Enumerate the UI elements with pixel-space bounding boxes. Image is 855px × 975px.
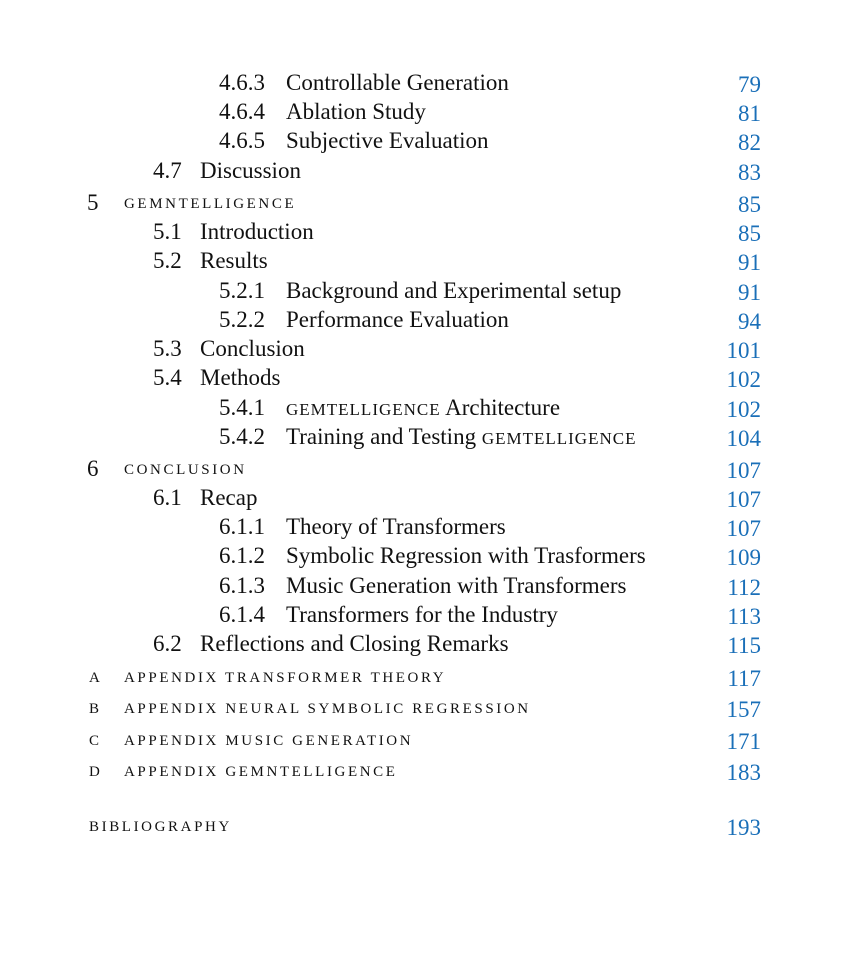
toc-entry-4-6-4[interactable]	[0, 99, 855, 127]
toc-appendix-b[interactable]	[0, 695, 855, 723]
toc-entry-title: Ablation Study	[286, 99, 426, 124]
toc-entry-title: Performance Evaluation	[286, 307, 509, 332]
toc-page-link[interactable]: 113	[727, 604, 761, 629]
toc-page-link[interactable]: 157	[726, 697, 761, 722]
toc-page-link[interactable]: 102	[726, 397, 761, 422]
toc-appendix-letter: C	[89, 733, 102, 749]
toc-entry-title: Background and Experimental setup	[286, 278, 622, 303]
toc-entry-title: Music Generation with Transformers	[286, 573, 627, 598]
toc-bibliography[interactable]	[0, 813, 855, 841]
toc-page-link[interactable]: 107	[726, 516, 761, 541]
toc-page-link[interactable]: 79	[738, 72, 761, 97]
toc-page-link[interactable]: 85	[738, 221, 761, 246]
toc-entry-6-1-2[interactable]	[0, 543, 855, 571]
toc-entry-number: 6.2	[153, 631, 182, 656]
toc-appendix-title: APPENDIX MUSIC GENERATION	[124, 733, 414, 749]
toc-page-link[interactable]: 91	[738, 280, 761, 305]
toc-entry-number: 4.7	[153, 158, 182, 183]
toc-entry-6-1[interactable]	[0, 485, 855, 513]
toc-entry-5-4[interactable]	[0, 365, 855, 393]
toc-entry-title-pre: Training and Testing	[286, 424, 482, 449]
toc-entry-title: Introduction	[200, 219, 314, 244]
toc-page-link[interactable]: 112	[727, 575, 761, 600]
toc-chapter-title: GEMNTELLIGENCE	[124, 196, 297, 212]
toc-page-link[interactable]: 115	[727, 633, 761, 658]
toc-entry-number: 4.6.5	[219, 128, 265, 153]
toc-entry-title: Results	[200, 248, 268, 273]
toc-entry-number: 4.6.4	[219, 99, 265, 124]
toc-entry-number: 6.1.2	[219, 543, 265, 568]
toc-page-link[interactable]: 171	[726, 729, 761, 754]
toc-chapter-number: 5	[87, 190, 99, 215]
toc-entry-number: 6.1.3	[219, 573, 265, 598]
toc-entry-number: 4.6.3	[219, 70, 265, 95]
toc-appendix-c[interactable]	[0, 727, 855, 755]
toc-entry-number: 5.2.1	[219, 278, 265, 303]
toc-page-link[interactable]: 91	[738, 250, 761, 275]
toc-entry-number: 6.1	[153, 485, 182, 510]
toc-chapter-number: 6	[87, 456, 99, 481]
toc-entry-number: 5.3	[153, 336, 182, 361]
toc-page-link[interactable]: 102	[726, 367, 761, 392]
toc-entry-4-6-3[interactable]	[0, 70, 855, 98]
toc-page-link[interactable]: 109	[726, 545, 761, 570]
toc-page-link[interactable]: 107	[726, 458, 761, 483]
toc-entry-number: 6.1.4	[219, 602, 265, 627]
toc-entry-4-7[interactable]	[0, 158, 855, 186]
toc-appendix-title: APPENDIX TRANSFORMER THEORY	[124, 670, 447, 686]
toc-entry-6-1-3[interactable]	[0, 573, 855, 601]
toc-page-link[interactable]: 107	[726, 487, 761, 512]
toc-chapter-title: CONCLUSION	[124, 462, 247, 478]
toc-entry-title: Theory of Transformers	[286, 514, 506, 539]
toc-entry-5-2[interactable]	[0, 248, 855, 276]
toc-page-link[interactable]: 193	[726, 815, 761, 840]
toc-appendix-letter: A	[89, 670, 102, 686]
toc-entry-title: Conclusion	[200, 336, 305, 361]
toc-entry-number: 5.4.2	[219, 424, 265, 449]
toc-page-link[interactable]: 117	[727, 666, 761, 691]
toc-appendix-d[interactable]	[0, 758, 855, 786]
toc-entry-title: Methods	[200, 365, 281, 390]
toc-appendix-title: APPENDIX NEURAL SYMBOLIC REGRESSION	[124, 701, 531, 717]
toc-entry-5-4-2[interactable]	[0, 424, 855, 452]
toc-entry-title: Symbolic Regression with Trasformers	[286, 543, 646, 568]
toc-page-link[interactable]: 83	[738, 160, 761, 185]
small-caps-name: GEMTELLIGENCE	[481, 429, 637, 448]
toc-page-link[interactable]: 104	[726, 426, 761, 451]
toc-entry-number: 6.1.1	[219, 514, 265, 539]
toc-bibliography-title: BIBLIOGRAPHY	[89, 819, 232, 835]
toc-appendix-title: APPENDIX GEMNTELLIGENCE	[124, 764, 398, 780]
toc-chapter-5[interactable]	[0, 190, 855, 218]
toc-entry-number: 5.4	[153, 365, 182, 390]
small-caps-name: GEMTELLIGENCE	[286, 400, 441, 419]
toc-entry-title: Transformers for the Industry	[286, 602, 558, 627]
toc-entry-title: Subjective Evaluation	[286, 128, 489, 153]
toc-entry-title	[286, 395, 560, 421]
toc-entry-4-6-5[interactable]	[0, 128, 855, 156]
toc-entry-title: Controllable Generation	[286, 70, 509, 95]
toc-entry-title: Discussion	[200, 158, 301, 183]
toc-page-link[interactable]: 183	[726, 760, 761, 785]
toc-appendix-a[interactable]	[0, 664, 855, 692]
toc-entry-title: Recap	[200, 485, 258, 510]
toc-entry-5-2-2[interactable]	[0, 307, 855, 335]
toc-page-link[interactable]: 82	[738, 130, 761, 155]
toc-page-link[interactable]: 101	[726, 338, 761, 363]
toc-entry-number: 5.4.1	[219, 395, 265, 420]
toc-entry-5-1[interactable]	[0, 219, 855, 247]
toc-entry-5-3[interactable]	[0, 336, 855, 364]
toc-entry-6-2[interactable]	[0, 631, 855, 659]
toc-entry-title-rest: Architecture	[440, 395, 561, 420]
toc-appendix-letter: D	[89, 764, 102, 780]
toc-page-link[interactable]: 85	[738, 192, 761, 217]
toc-entry-title	[286, 424, 636, 450]
toc-entry-number: 5.1	[153, 219, 182, 244]
toc-entry-5-4-1[interactable]	[0, 395, 855, 423]
toc-entry-number: 5.2	[153, 248, 182, 273]
toc-entry-6-1-4[interactable]	[0, 602, 855, 630]
toc-page-link[interactable]: 94	[738, 309, 761, 334]
toc-entry-title: Reflections and Closing Remarks	[200, 631, 509, 656]
toc-entry-5-2-1[interactable]	[0, 278, 855, 306]
toc-chapter-6[interactable]	[0, 456, 855, 484]
toc-appendix-letter: B	[89, 701, 102, 717]
toc-entry-number: 5.2.2	[219, 307, 265, 332]
toc-entry-6-1-1[interactable]	[0, 514, 855, 542]
toc-page-link[interactable]: 81	[738, 101, 761, 126]
